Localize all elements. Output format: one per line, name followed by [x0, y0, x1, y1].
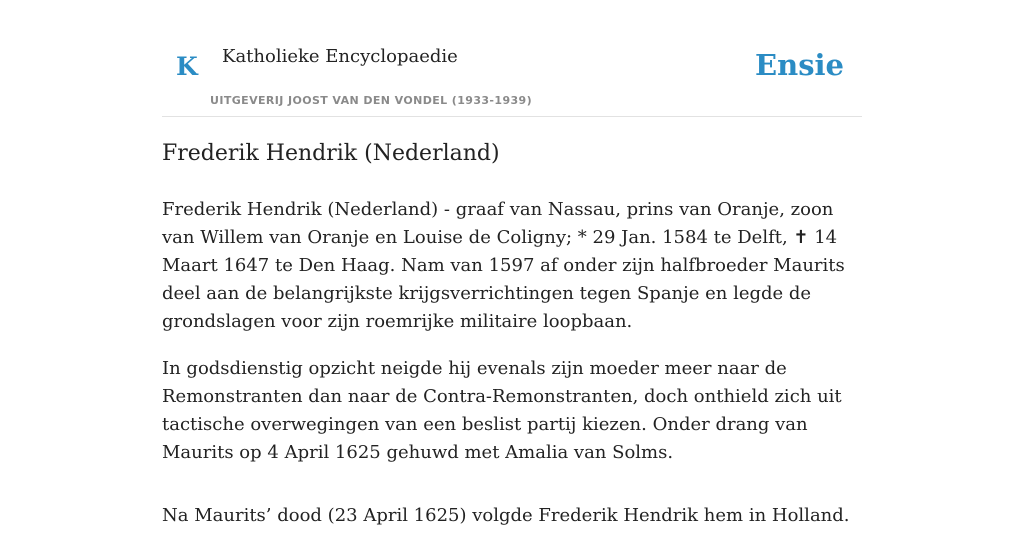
- article-title: Frederik Hendrik (Nederland): [162, 141, 500, 166]
- article: [162, 139, 862, 549]
- site-header: [162, 0, 862, 117]
- ensie-brand-link[interactable]: Ensie: [755, 48, 844, 82]
- encyclopedia-title[interactable]: Katholieke Encyclopaedie: [222, 46, 458, 67]
- article-paragraph: Frederik Hendrik (Nederland) - graaf van Nassau, prins van Oranje, zoon van Willem van Oranje en Louise de Coligny; * 29 Jan. 1584 te Delft, ✝ 14 Maart 1647 te Den Haag. Nam van 1597 af onder zijn halfbroeder Maurits deel aan de belangrijkste krijgsverrichtingen tegen Spanje en legde de grondslagen voor zijn roemrijke militaire loopbaan.: [162, 198, 845, 332]
- site-logo[interactable]: K: [176, 52, 198, 81]
- article-paragraph: In godsdienstig opzicht neigde hij evenals zijn moeder meer naar de Remonstranten dan naar de Contra-Remonstranten, doch onthield zich uit tactische overwegingen van een beslist partij kiezen. Onder drang van Maurits op 4 April 1625 gehuwd met Amalia van Solms.: [162, 357, 842, 463]
- article-paragraph: Na Maurits’ dood (23 April 1625) volgde Frederik Hendrik hem in Holland.: [162, 504, 850, 526]
- publisher-subtitle: UITGEVERIJ JOOST VAN DEN VONDEL (1933-1939): [210, 94, 533, 107]
